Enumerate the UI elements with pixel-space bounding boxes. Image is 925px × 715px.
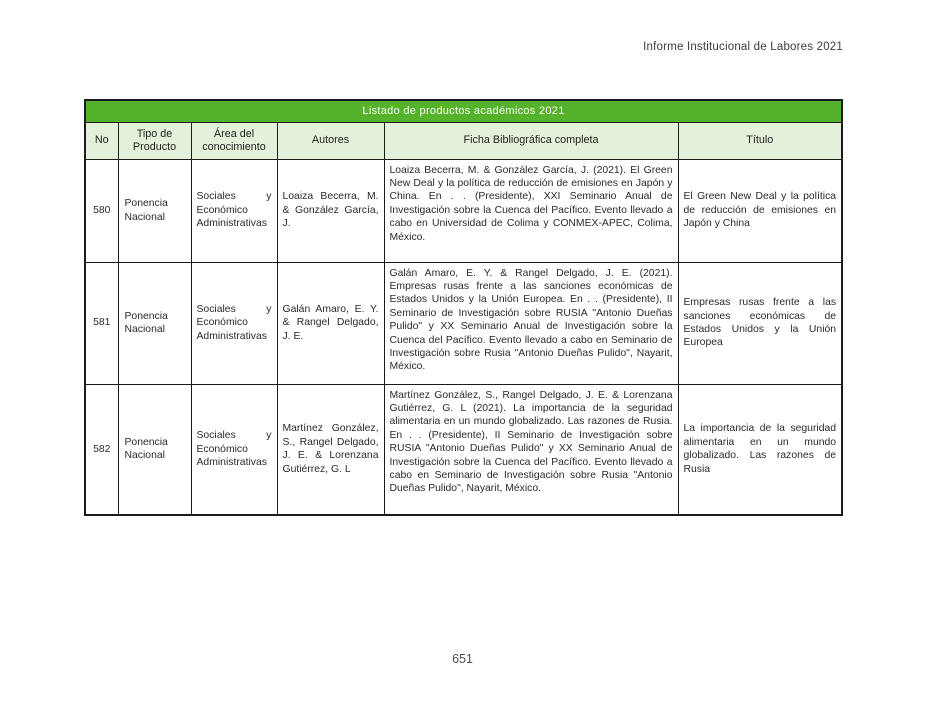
- cell-autores: Loaiza Becerra, M. & González García, J.: [277, 159, 384, 262]
- cell-no: 580: [85, 159, 118, 262]
- cell-no: 582: [85, 384, 118, 515]
- cell-titulo: Empresas rusas frente a las sanciones económicas de Estados Unidos y la Unión Europea: [678, 262, 842, 384]
- cell-ficha: Loaiza Becerra, M. & González García, J. (2021). El Green New Deal y la política de reducción de emisiones en Japón y China. En . . (Presidente), XXI Seminario Anual de Investigación sobre la Cuenca del Pacífico. Evento llevado a cabo en Universidad de Colima y CONMEX-APEC, Colima, México.: [384, 159, 678, 262]
- column-header-autores: Autores: [277, 122, 384, 159]
- table-row: [85, 384, 842, 515]
- table-row: [85, 262, 842, 384]
- column-header-no: No: [85, 122, 118, 159]
- cell-area: Sociales y Económico Administrativas: [191, 384, 277, 515]
- table-header-row: [85, 122, 842, 159]
- cell-titulo: El Green New Deal y la política de reducción de emisiones en Japón y China: [678, 159, 842, 262]
- cell-ficha: Galán Amaro, E. Y. & Rangel Delgado, J. E. (2021). Empresas rusas frente a las sanciones económicas de Estados Unidos y la Unión Europea. En . . (Presidente), II Seminario de Investigación sobre RUSIA "Antonio Dueñas Pulido" y XX Seminario Anual de Investigación sobre la Cuenca del Pacífico. Evento llevado a cabo en Seminario de Investigación sobre Rusia "Antonio Dueñas Pulido", Nayarit, México.: [384, 262, 678, 384]
- table-row: [85, 159, 842, 262]
- table-title-row: [85, 100, 842, 122]
- page-number: 651: [452, 652, 473, 666]
- products-table: [84, 99, 843, 516]
- column-header-tipo: Tipo de Producto: [118, 122, 191, 159]
- cell-tipo-producto: Ponencia Nacional: [118, 262, 191, 384]
- cell-autores: Galán Amaro, E. Y. & Rangel Delgado, J. E.: [277, 262, 384, 384]
- cell-area: Sociales y Económico Administrativas: [191, 159, 277, 262]
- report-header: Informe Institucional de Labores 2021: [643, 41, 843, 53]
- cell-tipo-producto: Ponencia Nacional: [118, 384, 191, 515]
- cell-tipo-producto: Ponencia Nacional: [118, 159, 191, 262]
- cell-no: 581: [85, 262, 118, 384]
- cell-titulo: La importancia de la seguridad alimentaria en un mundo globalizado. Las razones de Rusia: [678, 384, 842, 515]
- cell-ficha: Martínez González, S., Rangel Delgado, J. E. & Lorenzana Gutiérrez, G. L (2021). La importancia de la seguridad alimentaria en un mundo globalizado. Las razones de Rusia. En . . (Presidente), II Seminario de Investigación sobre RUSIA "Antonio Dueñas Pulido" y XX Seminario Anual de Investigación sobre la Cuenca del Pacífico. Evento llevado a cabo en Seminario de Investigación sobre Rusia "Antonio Dueñas Pulido", Nayarit, México.: [384, 384, 678, 515]
- table-title: Listado de productos académicos 2021: [85, 100, 842, 122]
- cell-autores: Martínez González, S., Rangel Delgado, J. E. & Lorenzana Gutiérrez, G. L: [277, 384, 384, 515]
- column-header-titulo: Título: [678, 122, 842, 159]
- cell-area: Sociales y Económico Administrativas: [191, 262, 277, 384]
- column-header-area: Área del conocimiento: [191, 122, 277, 159]
- column-header-ficha: Ficha Bibliográfica completa: [384, 122, 678, 159]
